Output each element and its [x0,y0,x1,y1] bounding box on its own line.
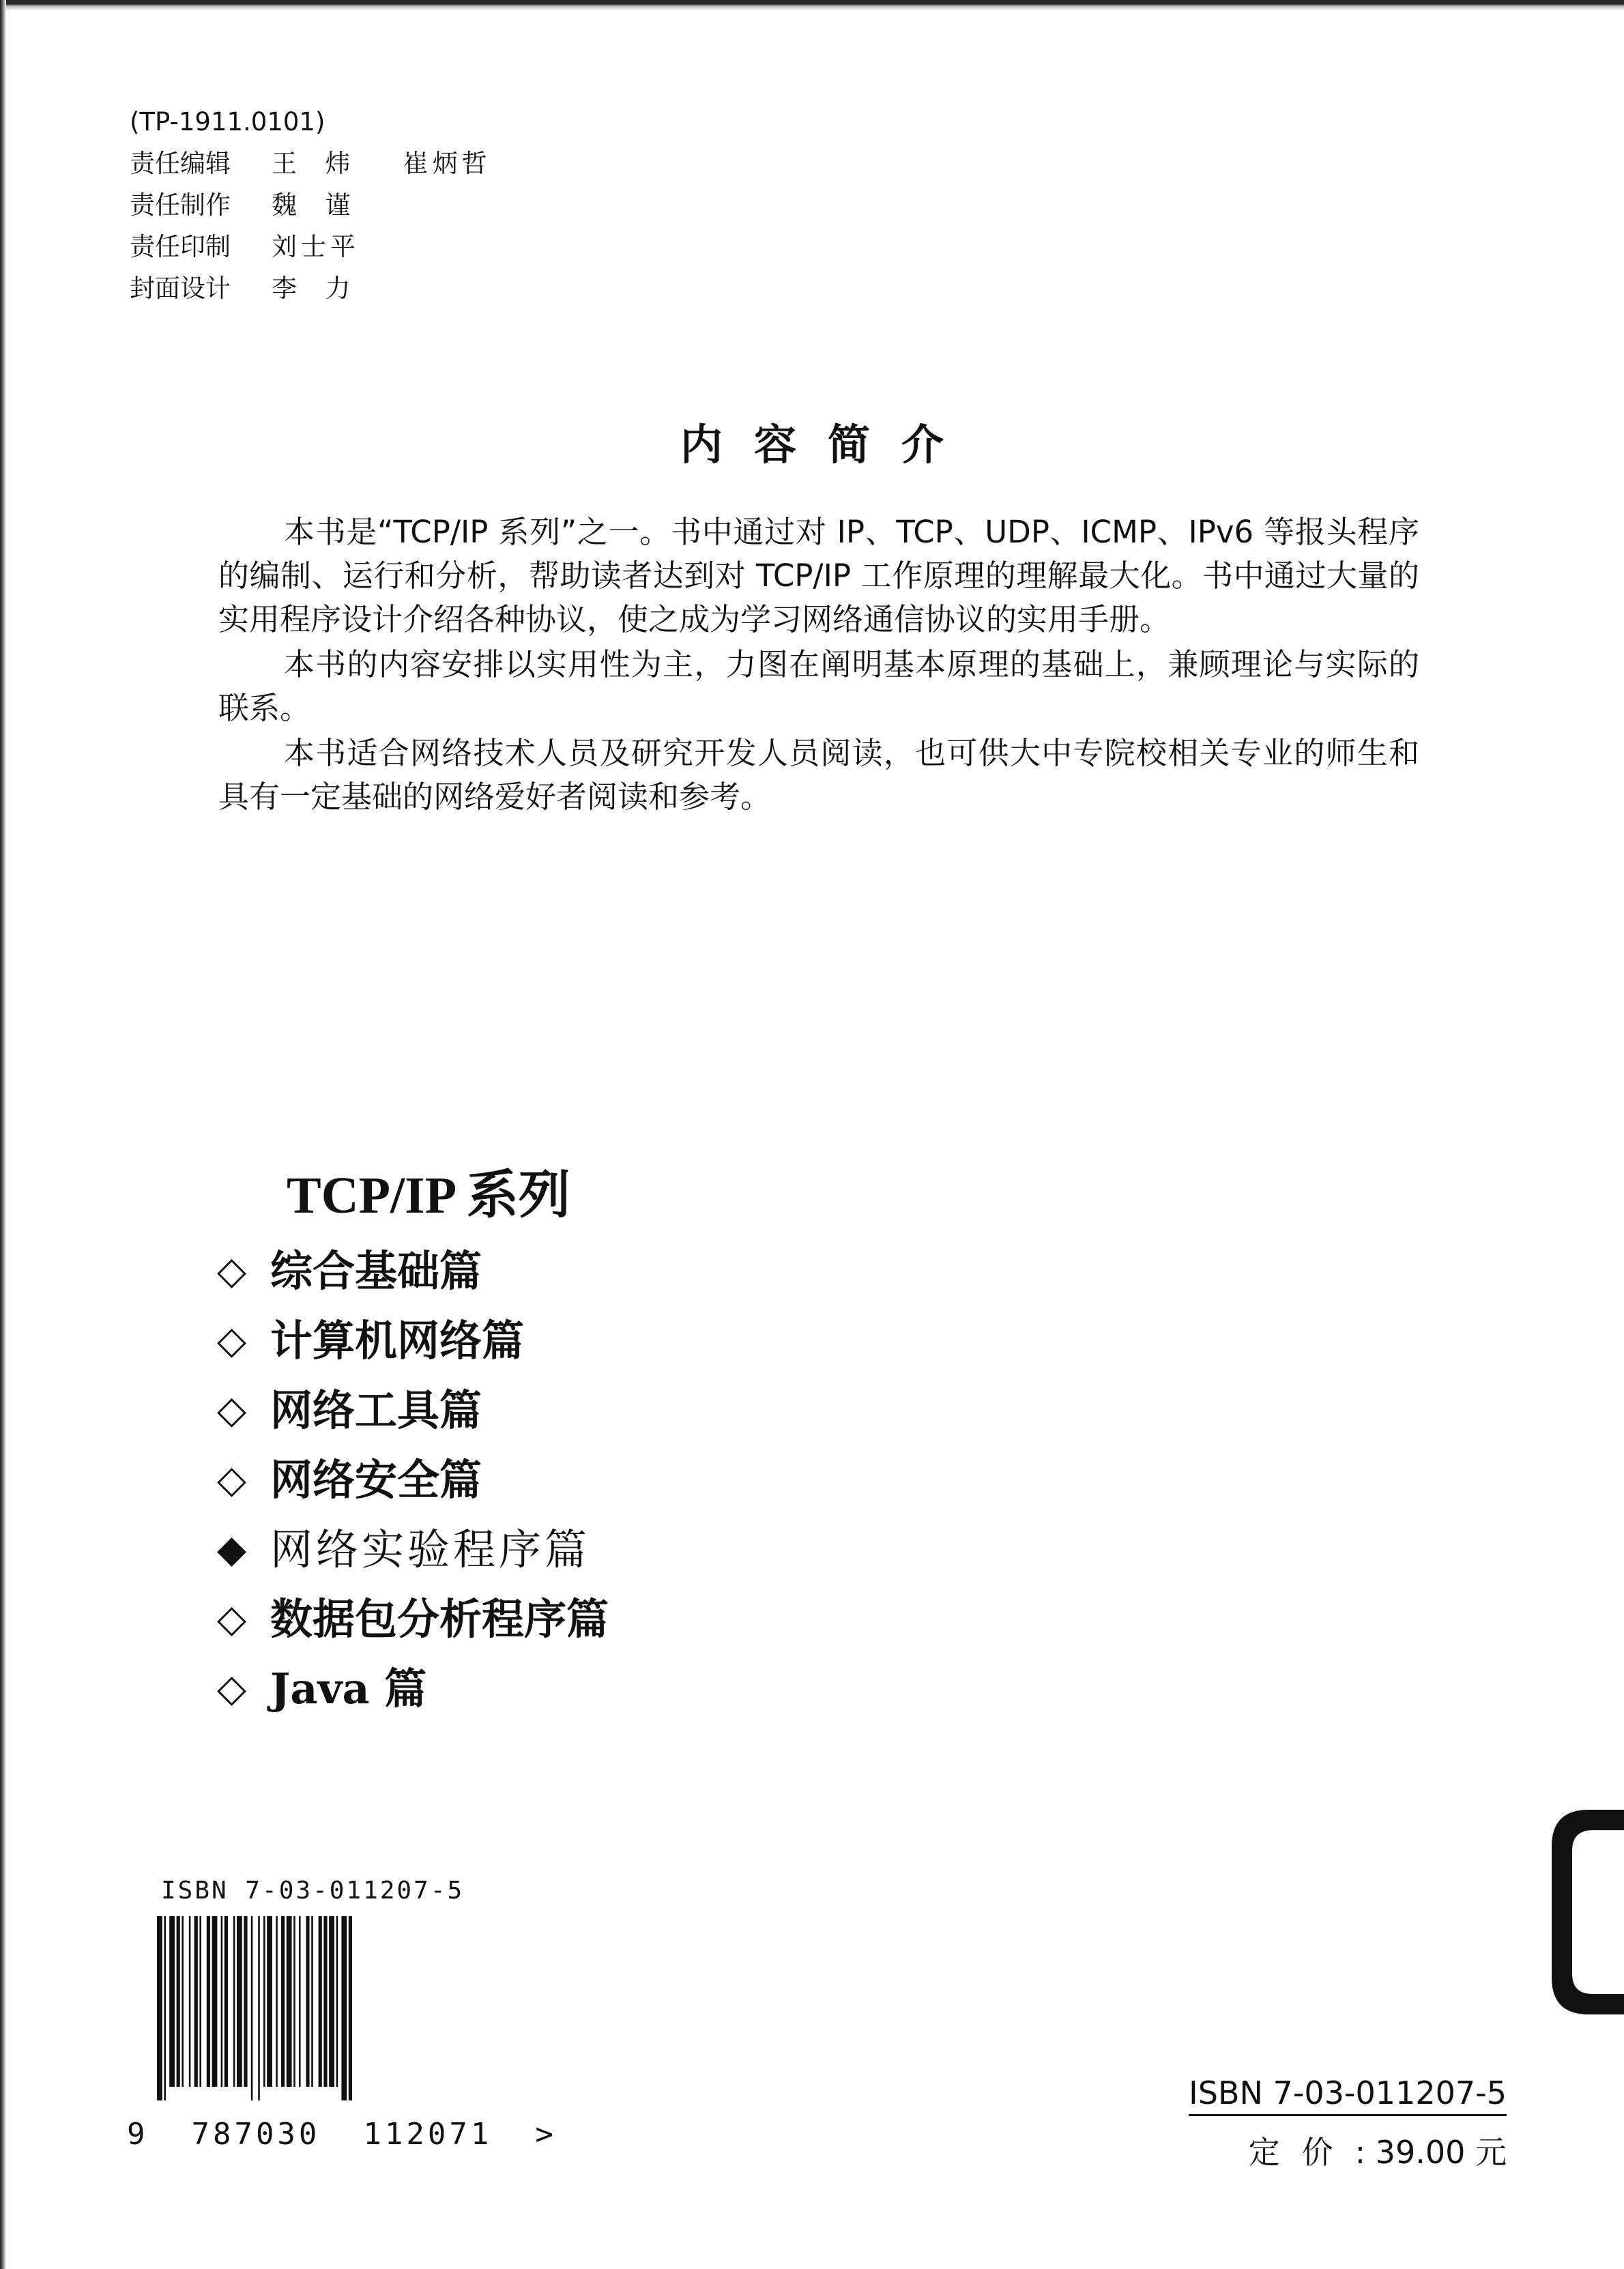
barcode-bar [329,1916,334,2087]
barcode-bar [336,1916,338,2087]
barcode-bar [293,1916,295,2087]
series-item-label: 综合基础篇 [270,1246,482,1296]
series-item-label: 网络实验程序篇 [270,1524,591,1574]
intro-body [218,510,1419,820]
barcode-bar [263,1916,265,2087]
barcode-bar [287,1916,292,2087]
barcode-bar [177,1916,180,2087]
barcode-bar [341,1916,347,2100]
series-item [217,1445,609,1515]
barcode-bar [169,1916,175,2087]
isbn-number: ISBN 7-03-011207-5 [1189,2075,1507,2116]
open-diamond-icon: ◇ [217,1458,247,1502]
intro-paragraph: 本书的内容安排以实用性为主，力图在阐明基本原理的基础上，兼顾理论与实际的联系。 [218,646,1419,726]
series-item [217,1306,609,1376]
series-item-label: 网络工具篇 [270,1385,482,1435]
barcode-bar [281,1916,285,2087]
barcode-bar [194,1916,198,2087]
open-diamond-icon: ◇ [217,1318,247,1363]
credits-block [130,101,491,309]
barcode-image [154,1916,441,2100]
series-item [217,1237,609,1306]
open-diamond-icon: ◇ [217,1666,247,1711]
barcode-bar [221,1916,223,2087]
series-item-current [217,1515,609,1585]
scan-top-edge [0,0,1624,11]
credit-role: 责任印制 [130,232,231,261]
credit-row-production [130,184,491,226]
series-title: TCP/IP 系列 [287,1167,570,1224]
series-list [217,1237,609,1724]
barcode-bar [319,1916,322,2087]
series-item [217,1585,609,1654]
barcode-bar [207,1916,210,2087]
open-diamond-icon: ◇ [217,1388,247,1432]
intro-paragraph: 本书适合网络技术人员及研究开发人员阅读，也可供大中专院校相关专业的师生和具有一定基础的网络爱好者阅读和参考。 [218,735,1419,815]
credit-row-printing [130,226,491,268]
credit-names: 李 力 [272,274,355,303]
series-item [217,1376,609,1445]
publisher-corner-mark [1548,1810,1624,2014]
barcode-bar [276,1916,278,2087]
barcode-bar [224,1916,228,2087]
barcode-bar [251,1916,253,2100]
series-item [217,1654,609,1724]
barcode-bar [199,1916,201,2087]
barcode-bar [182,1916,184,2087]
series-item-label: 网络安全篇 [270,1455,482,1505]
price-value: : 39.00 元 [1354,2134,1507,2171]
series-item-label: 数据包分析程序篇 [270,1594,609,1644]
credit-role: 封面设计 [130,274,231,303]
barcode-bar [306,1916,309,2087]
credit-names: 魏 谨 [272,190,355,220]
credit-names: 王 炜 崔炳哲 [272,149,491,178]
barcode-bar [258,1916,260,2100]
filled-diamond-icon: ◆ [217,1527,247,1572]
credit-role: 责任制作 [130,190,231,220]
scan-left-edge [0,0,6,2269]
open-diamond-icon: ◇ [217,1249,247,1293]
barcode-bar [349,1916,352,2100]
credit-row-cover [130,268,491,309]
barcode-digits: 9 787030 112071 > [127,2117,557,2152]
barcode-bar [212,1916,218,2087]
barcode-bar [237,1916,242,2087]
credit-role: 责任编辑 [130,149,231,178]
barcode-bar [311,1916,313,2087]
price-line [1249,2128,1507,2173]
catalog-code: (TP-1911.0101) [130,107,325,136]
credit-row-editor [130,143,491,184]
barcode-bar [267,1916,272,2087]
credit-names: 刘士平 [272,232,360,261]
barcode-bar [244,1916,247,2087]
barcode-bar [157,1916,162,2100]
barcode-bar [233,1916,235,2087]
price-label: 定价 [1248,2134,1355,2171]
barcode-bar [164,1916,166,2100]
barcode-bar [189,1916,191,2087]
intro-heading: 内容简介 [680,420,975,469]
series-item-label: Java 篇 [270,1664,427,1714]
barcode-bar [323,1916,327,2087]
barcode-bar [299,1916,301,2087]
barcode-isbn-label: ISBN 7-03-011207-5 [161,1877,465,1905]
open-diamond-icon: ◇ [217,1597,247,1641]
intro-paragraph: 本书是“TCP/IP 系列”之一。书中通过对 IP、TCP、UDP、ICMP、IPv6 等报头程序的编制、运行和分析，帮助读者达到对 TCP/IP 工作原理的理解最大化。书中通过大量的实用程序设计介绍各种协议，使之成为学习网络通信协议的实用手册。 [218,514,1419,637]
series-item-label: 计算机网络篇 [270,1316,525,1365]
